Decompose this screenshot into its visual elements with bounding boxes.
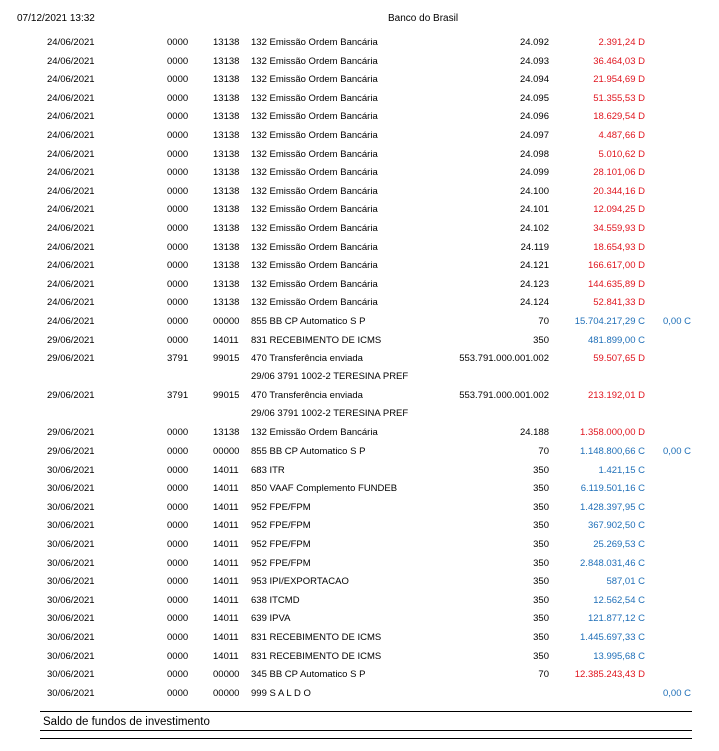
lote-cell: 13138 <box>213 222 240 234</box>
lote-cell: 13138 <box>213 148 240 160</box>
valor-cell: 144.635,89 D <box>587 278 645 290</box>
documento-cell: 24.094 <box>519 74 549 86</box>
lote-cell: 13138 <box>213 278 240 290</box>
documento-cell: 24.119 <box>520 241 549 253</box>
agencia-cell: 0000 <box>167 334 189 346</box>
documento-cell: 350 <box>533 557 549 569</box>
agencia-cell: 0000 <box>167 204 189 216</box>
table-row <box>0 350 719 369</box>
historico-cell: 470 Transferência enviada <box>251 353 363 365</box>
documento-cell: 24.093 <box>519 55 549 67</box>
table-row <box>0 220 719 239</box>
date-cell: 30/06/2021 <box>47 687 95 699</box>
historico-cell: 132 Emissão Ordem Bancária <box>251 74 378 86</box>
table-row <box>0 424 719 443</box>
lote-cell: 13138 <box>213 55 240 67</box>
historico-cell: 952 FPE/FPM <box>251 520 311 532</box>
table-row <box>0 276 719 295</box>
agencia-cell: 0000 <box>167 501 189 513</box>
table-row <box>0 201 719 220</box>
table-row <box>0 610 719 629</box>
historico-cell: 952 FPE/FPM <box>251 539 311 551</box>
documento-cell: 24.188 <box>519 427 549 439</box>
table-row <box>0 536 719 555</box>
table-row <box>0 573 719 592</box>
date-cell: 24/06/2021 <box>47 55 95 67</box>
documento-cell: 553.791.000.001.002 <box>459 390 549 402</box>
continuation-row <box>0 406 719 425</box>
table-row <box>0 313 719 332</box>
valor-cell: 5.010,62 D <box>598 148 645 160</box>
historico-cell: 999 S A L D O <box>251 687 311 699</box>
table-row <box>0 71 719 90</box>
documento-cell: 24.099 <box>519 167 549 179</box>
valor-cell: 12.094,25 D <box>593 204 645 216</box>
agencia-cell: 0000 <box>167 669 189 681</box>
lote-cell: 13138 <box>213 260 240 272</box>
agencia-cell: 3791 <box>167 390 189 402</box>
lote-cell: 00000 <box>213 687 240 699</box>
saldo-cell: 0,00 C <box>663 446 691 458</box>
documento-cell: 70 <box>538 446 549 458</box>
table-row <box>0 294 719 313</box>
date-cell: 30/06/2021 <box>47 613 95 625</box>
table-row <box>0 183 719 202</box>
agencia-cell: 0000 <box>167 446 189 458</box>
valor-cell: 1.445.697,33 C <box>580 632 645 643</box>
agencia-cell: 0000 <box>167 92 189 104</box>
date-cell: 24/06/2021 <box>47 315 95 327</box>
historico-cell: 952 FPE/FPM <box>251 557 311 569</box>
table-row <box>0 666 719 685</box>
agencia-cell: 0000 <box>167 576 189 588</box>
documento-cell: 24.096 <box>519 111 549 123</box>
documento-cell: 350 <box>533 520 549 532</box>
saldo-cell: 0,00 C <box>663 687 691 699</box>
documento-cell: 553.791.000.001.002 <box>459 353 549 365</box>
documento-cell: 350 <box>533 539 549 551</box>
date-cell: 24/06/2021 <box>47 185 95 197</box>
table-row <box>0 592 719 611</box>
date-cell: 29/06/2021 <box>47 353 95 365</box>
agencia-cell: 0000 <box>167 111 189 123</box>
documento-cell: 70 <box>538 669 549 681</box>
historico-cell: 132 Emissão Ordem Bancária <box>251 111 378 123</box>
historico-cell: 132 Emissão Ordem Bancária <box>251 167 378 179</box>
date-cell: 24/06/2021 <box>47 74 95 86</box>
agencia-cell: 0000 <box>167 427 189 439</box>
historico-cell: 132 Emissão Ordem Bancária <box>251 129 378 141</box>
saldo-cell: 0,00 C <box>663 315 691 327</box>
lote-cell: 14011 <box>213 557 239 569</box>
date-cell: 24/06/2021 <box>47 148 95 160</box>
agencia-cell: 0000 <box>167 594 189 606</box>
agencia-cell: 0000 <box>167 539 189 551</box>
agencia-cell: 0000 <box>167 520 189 532</box>
valor-cell: 51.355,53 D <box>593 92 645 104</box>
date-cell: 29/06/2021 <box>47 446 95 458</box>
documento-cell: 24.102 <box>519 222 549 234</box>
lote-cell: 13138 <box>213 185 240 197</box>
divider <box>40 730 692 731</box>
documento-cell: 70 <box>538 315 549 327</box>
date-cell: 30/06/2021 <box>47 557 95 569</box>
report-datetime: 07/12/2021 13:32 <box>17 13 95 24</box>
documento-cell: 24.098 <box>519 148 549 160</box>
date-cell: 29/06/2021 <box>47 334 95 346</box>
date-cell: 30/06/2021 <box>47 632 95 643</box>
valor-cell: 1.421,15 C <box>598 464 645 476</box>
historico-cell: 132 Emissão Ordem Bancária <box>251 241 378 253</box>
lote-cell: 99015 <box>213 390 240 402</box>
continuation-text: 29/06 3791 1002-2 TERESINA PREF <box>251 370 409 382</box>
documento-cell: 24.095 <box>519 92 549 104</box>
table-row <box>0 257 719 276</box>
valor-cell: 13.995,68 C <box>593 650 645 662</box>
date-cell: 24/06/2021 <box>47 37 95 48</box>
documento-cell: 24.124 <box>519 297 549 309</box>
table-row <box>0 387 719 406</box>
agencia-cell: 0000 <box>167 167 189 179</box>
date-cell: 30/06/2021 <box>47 539 95 551</box>
continuation-row <box>0 369 719 388</box>
date-cell: 30/06/2021 <box>47 464 95 476</box>
historico-cell: 952 FPE/FPM <box>251 501 311 513</box>
divider <box>40 711 692 712</box>
agencia-cell: 0000 <box>167 185 189 197</box>
valor-cell: 587,01 C <box>606 576 645 588</box>
historico-cell: 831 RECEBIMENTO DE ICMS <box>251 334 382 346</box>
date-cell: 24/06/2021 <box>47 129 95 141</box>
valor-cell: 21.954,69 D <box>593 74 645 86</box>
agencia-cell: 0000 <box>167 297 189 309</box>
agencia-cell: 0000 <box>167 650 189 662</box>
valor-cell: 59.507,65 D <box>593 353 645 365</box>
section-title: Saldo de fundos de investimento <box>43 716 210 728</box>
agencia-cell: 0000 <box>167 74 189 86</box>
table-row <box>0 53 719 72</box>
lote-cell: 14011 <box>213 334 239 346</box>
date-cell: 24/06/2021 <box>47 241 95 253</box>
table-row <box>0 164 719 183</box>
valor-cell: 213.192,01 D <box>587 390 645 402</box>
historico-cell: 470 Transferência enviada <box>251 390 363 402</box>
documento-cell: 24.092 <box>519 37 549 48</box>
agencia-cell: 0000 <box>167 260 189 272</box>
documento-cell: 350 <box>533 650 549 662</box>
documento-cell: 350 <box>533 576 549 588</box>
lote-cell: 13138 <box>213 37 240 48</box>
lote-cell: 00000 <box>213 669 240 681</box>
continuation-text: 29/06 3791 1002-2 TERESINA PREF <box>251 407 409 419</box>
historico-cell: 850 VAAF Complemento FUNDEB <box>251 483 398 495</box>
date-cell: 24/06/2021 <box>47 111 95 123</box>
agencia-cell: 0000 <box>167 687 189 699</box>
agencia-cell: 0000 <box>167 483 189 495</box>
documento-cell: 24.100 <box>519 185 549 197</box>
valor-cell: 25.269,53 C <box>593 539 645 551</box>
date-cell: 24/06/2021 <box>47 260 95 272</box>
lote-cell: 14011 <box>213 632 239 643</box>
historico-cell: 132 Emissão Ordem Bancária <box>251 427 378 439</box>
date-cell: 30/06/2021 <box>47 669 95 681</box>
valor-cell: 36.464,03 D <box>593 55 645 67</box>
table-row <box>0 108 719 127</box>
historico-cell: 132 Emissão Ordem Bancária <box>251 148 378 160</box>
lote-cell: 14011 <box>213 464 239 476</box>
historico-cell: 855 BB CP Automatico S P <box>251 315 366 327</box>
valor-cell: 12.385.243,43 D <box>574 669 645 681</box>
historico-cell: 132 Emissão Ordem Bancária <box>251 297 378 309</box>
lote-cell: 13138 <box>213 204 240 216</box>
table-row <box>0 629 719 648</box>
lote-cell: 13138 <box>213 167 240 179</box>
lote-cell: 99015 <box>213 353 240 365</box>
table-row <box>0 685 719 704</box>
agencia-cell: 0000 <box>167 129 189 141</box>
agencia-cell: 0000 <box>167 613 189 625</box>
table-row <box>0 90 719 109</box>
date-cell: 24/06/2021 <box>47 278 95 290</box>
valor-cell: 121.877,12 C <box>587 613 645 625</box>
date-cell: 30/06/2021 <box>47 576 95 588</box>
lote-cell: 14011 <box>213 594 239 606</box>
agencia-cell: 0000 <box>167 148 189 160</box>
documento-cell: 350 <box>533 464 549 476</box>
historico-cell: 638 ITCMD <box>251 594 300 606</box>
historico-cell: 132 Emissão Ordem Bancária <box>251 222 378 234</box>
lote-cell: 13138 <box>213 427 240 439</box>
historico-cell: 132 Emissão Ordem Bancária <box>251 92 378 104</box>
valor-cell: 18.629,54 D <box>593 111 645 123</box>
table-row <box>0 462 719 481</box>
lote-cell: 00000 <box>213 315 240 327</box>
documento-cell: 350 <box>533 613 549 625</box>
table-row <box>0 443 719 462</box>
historico-cell: 132 Emissão Ordem Bancária <box>251 278 378 290</box>
lote-cell: 13138 <box>213 92 240 104</box>
valor-cell: 12.562,54 C <box>593 594 645 606</box>
agencia-cell: 3791 <box>167 353 189 365</box>
lote-cell: 14011 <box>213 613 239 625</box>
documento-cell: 24.101 <box>519 204 549 216</box>
historico-cell: 345 BB CP Automatico S P <box>251 669 366 681</box>
agencia-cell: 0000 <box>167 464 189 476</box>
historico-cell: 639 IPVA <box>251 613 291 625</box>
valor-cell: 52.841,33 D <box>593 297 645 309</box>
valor-cell: 28.101,06 D <box>593 167 645 179</box>
date-cell: 30/06/2021 <box>47 483 95 495</box>
lote-cell: 14011 <box>213 483 239 495</box>
table-row <box>0 34 719 53</box>
table-row <box>0 127 719 146</box>
date-cell: 24/06/2021 <box>47 297 95 309</box>
bank-name: Banco do Brasil <box>388 13 459 24</box>
lote-cell: 13138 <box>213 129 240 141</box>
lote-cell: 13138 <box>213 297 240 309</box>
documento-cell: 350 <box>533 483 549 495</box>
historico-cell: 831 RECEBIMENTO DE ICMS <box>251 650 382 662</box>
table-row <box>0 480 719 499</box>
agencia-cell: 0000 <box>167 557 189 569</box>
valor-cell: 1.148.800,66 C <box>580 446 645 458</box>
divider <box>40 738 692 739</box>
date-cell: 24/06/2021 <box>47 92 95 104</box>
agencia-cell: 0000 <box>167 632 189 643</box>
historico-cell: 132 Emissão Ordem Bancária <box>251 37 378 48</box>
date-cell: 30/06/2021 <box>47 650 95 662</box>
historico-cell: 132 Emissão Ordem Bancária <box>251 55 378 67</box>
documento-cell: 24.121 <box>519 260 549 272</box>
table-row <box>0 517 719 536</box>
date-cell: 24/06/2021 <box>47 204 95 216</box>
lote-cell: 00000 <box>213 446 240 458</box>
date-cell: 24/06/2021 <box>47 222 95 234</box>
historico-cell: 855 BB CP Automatico S P <box>251 446 366 458</box>
agencia-cell: 0000 <box>167 278 189 290</box>
date-cell: 24/06/2021 <box>47 167 95 179</box>
historico-cell: 132 Emissão Ordem Bancária <box>251 185 378 197</box>
lote-cell: 14011 <box>213 539 239 551</box>
valor-cell: 15.704.217,29 C <box>574 315 645 327</box>
valor-cell: 2.848.031,46 C <box>580 557 645 569</box>
lote-cell: 13138 <box>213 241 240 253</box>
statement-table <box>0 34 719 703</box>
valor-cell: 4.487,66 D <box>598 129 645 141</box>
historico-cell: 953 IPI/EXPORTACAO <box>251 576 349 588</box>
table-row <box>0 555 719 574</box>
valor-cell: 166.617,00 D <box>587 260 645 272</box>
table-row <box>0 648 719 667</box>
valor-cell: 6.119.501,16 C <box>580 483 645 495</box>
valor-cell: 2.391,24 D <box>598 37 645 48</box>
historico-cell: 683 ITR <box>251 464 285 476</box>
documento-cell: 24.123 <box>519 278 549 290</box>
agencia-cell: 0000 <box>167 55 189 67</box>
agencia-cell: 0000 <box>167 241 189 253</box>
lote-cell: 13138 <box>213 74 240 86</box>
historico-cell: 831 RECEBIMENTO DE ICMS <box>251 632 382 643</box>
lote-cell: 13138 <box>213 111 240 123</box>
documento-cell: 350 <box>533 334 549 346</box>
agencia-cell: 0000 <box>167 315 189 327</box>
valor-cell: 481.899,00 C <box>587 334 645 346</box>
date-cell: 29/06/2021 <box>47 390 95 402</box>
valor-cell: 1.358.000,00 D <box>580 427 645 439</box>
historico-cell: 132 Emissão Ordem Bancária <box>251 260 378 272</box>
agencia-cell: 0000 <box>167 37 189 48</box>
documento-cell: 24.097 <box>519 129 549 141</box>
table-row <box>0 146 719 165</box>
documento-cell: 350 <box>533 501 549 513</box>
lote-cell: 14011 <box>213 576 239 588</box>
valor-cell: 34.559,93 D <box>593 222 645 234</box>
agencia-cell: 0000 <box>167 222 189 234</box>
date-cell: 29/06/2021 <box>47 427 95 439</box>
date-cell: 30/06/2021 <box>47 520 95 532</box>
lote-cell: 14011 <box>213 501 239 513</box>
table-row <box>0 239 719 258</box>
documento-cell: 350 <box>533 594 549 606</box>
lote-cell: 14011 <box>213 520 239 532</box>
table-row <box>0 499 719 518</box>
valor-cell: 18.654,93 D <box>593 241 645 253</box>
valor-cell: 1.428.397,95 C <box>580 501 645 513</box>
date-cell: 30/06/2021 <box>47 501 95 513</box>
valor-cell: 20.344,16 D <box>593 185 645 197</box>
documento-cell: 350 <box>533 632 549 643</box>
lote-cell: 14011 <box>213 650 239 662</box>
table-row <box>0 332 719 351</box>
historico-cell: 132 Emissão Ordem Bancária <box>251 204 378 216</box>
valor-cell: 367.902,50 C <box>587 520 645 532</box>
date-cell: 30/06/2021 <box>47 594 95 606</box>
